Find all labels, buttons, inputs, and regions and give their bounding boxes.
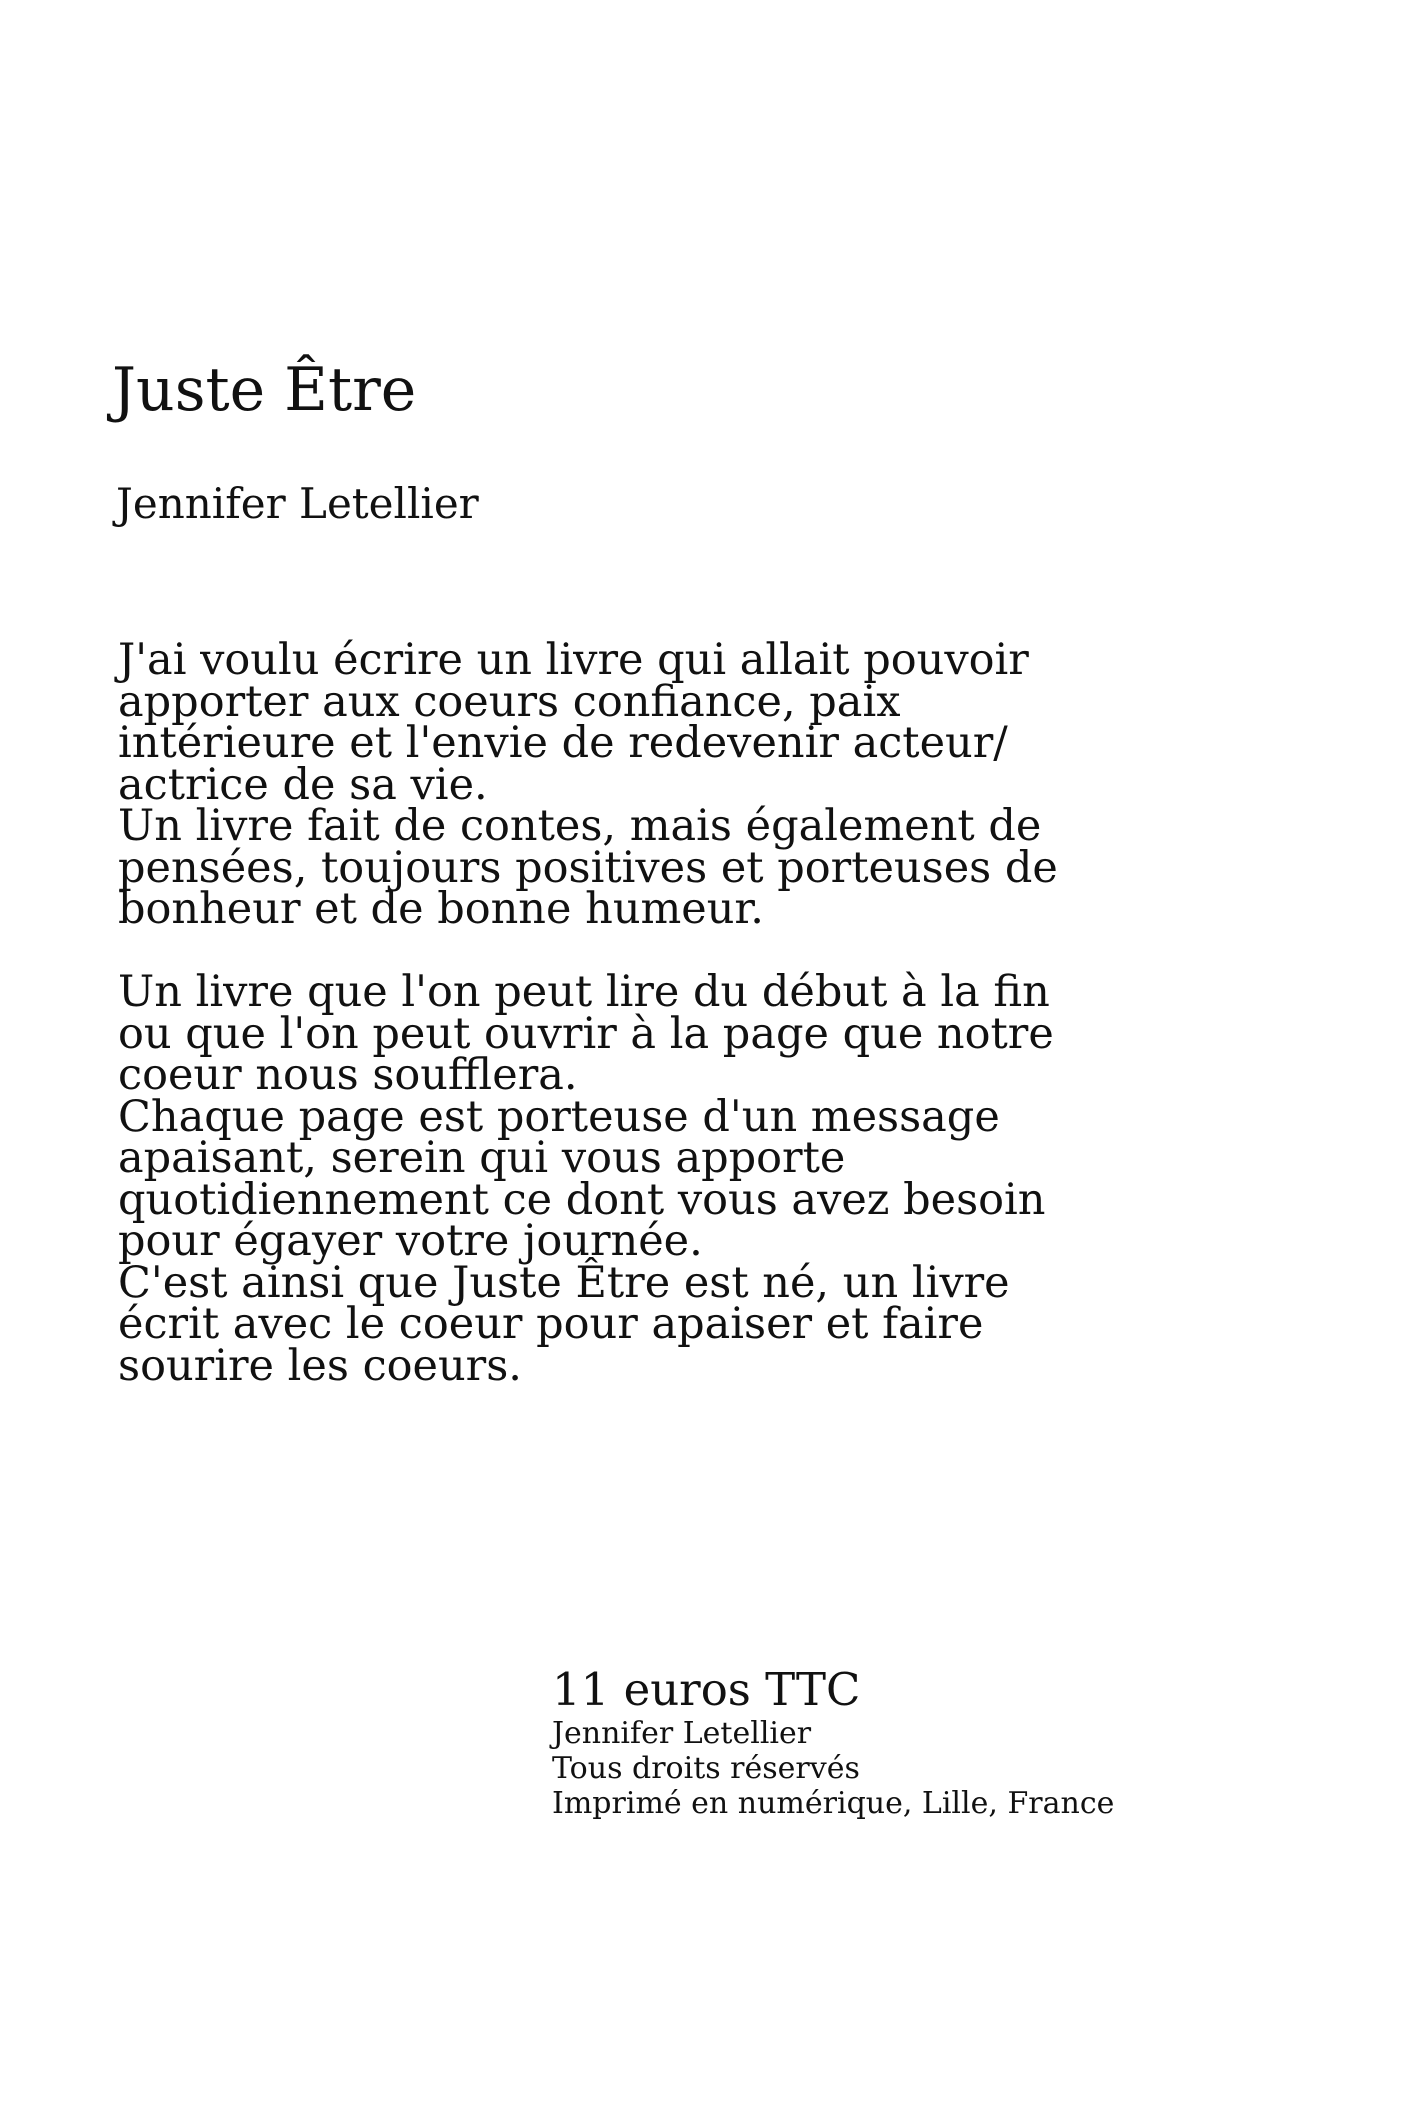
paragraph-gap [118, 931, 1078, 973]
colophon [552, 1664, 1114, 1821]
blurb-line: pour égayer votre journée. [118, 1216, 703, 1266]
colophon-author: Jennifer Letellier [552, 1716, 812, 1751]
blurb-line: quotidiennement ce dont vous avez besoin [118, 1174, 1046, 1225]
blurb-line: apaisant, serein qui vous apporte [118, 1133, 846, 1183]
blurb-line: bonheur et de bonne humeur. [118, 884, 764, 934]
blurb-line: Un livre fait de contes, mais également de [118, 801, 1042, 851]
blurb-line: sourire les coeurs. [118, 1340, 522, 1391]
blurb-line: C'est ainsi que Juste Être est né, un livre [118, 1257, 1010, 1308]
book-blurb [118, 635, 1078, 1391]
book-author: Jennifer Letellier [116, 479, 479, 528]
blurb-line: J'ai voulu écrire un livre qui allait pouvoir [118, 635, 1029, 685]
book-title: Juste Être [112, 355, 417, 425]
blurb-line: Un livre que l'on peut lire du début à la fin [118, 967, 1050, 1017]
blurb-line: Chaque page est porteuse d'un message [118, 1091, 1000, 1142]
blurb-line: ou que l'on peut ouvrir à la page que notre [118, 1008, 1054, 1059]
rights-notice: Tous droits réservés [552, 1751, 860, 1786]
price-label: 11 euros TTC [552, 1663, 861, 1716]
blurb-line: apporter aux coeurs confiance, paix [118, 676, 901, 727]
blurb-line: intérieure et l'envie de redevenir acteur/ [118, 718, 1008, 768]
blurb-line: pensées, toujours positives et porteuses de [118, 842, 1058, 893]
printing-notice: Imprimé en numérique, Lille, France [552, 1786, 1115, 1821]
blurb-line: coeur nous soufflera. [118, 1050, 578, 1100]
blurb-line: écrit avec le coeur pour apaiser et faire [118, 1299, 984, 1349]
blurb-line: actrice de sa vie. [118, 759, 488, 810]
